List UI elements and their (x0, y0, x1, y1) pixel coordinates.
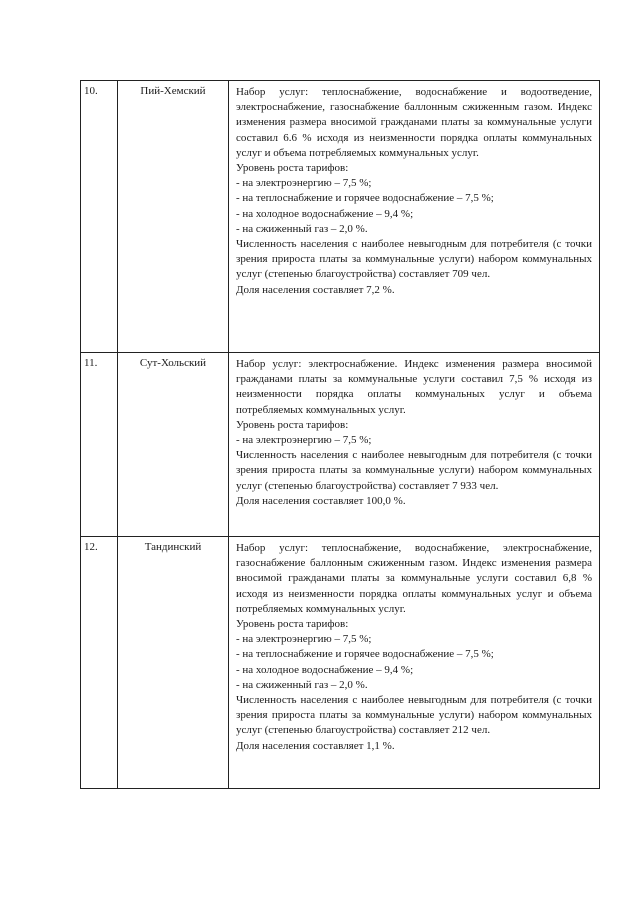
row-number: 12. (81, 537, 118, 789)
table-row (81, 353, 600, 537)
description-paragraph: Уровень роста тарифов: (236, 418, 349, 431)
table-row (81, 537, 600, 789)
description-paragraph: Доля населения составляет 7,2 %. (236, 283, 395, 296)
row-number: 11. (81, 353, 118, 537)
description-paragraph: - на электроэнергию – 7,5 %; (236, 177, 372, 190)
description-cell (229, 353, 600, 537)
description-paragraph: Набор услуг: теплоснабжение, водоснабжение и водоотведение, электроснабжение, газоснабжение баллонным сжиженным газом. Индекс изменения размера вносимой гражданами платы за коммунальные услуги составил 6.6 % исходя из неизменности порядка оплаты коммунальных услуг и объема потребляемых коммунальных услуг. (236, 86, 592, 159)
description-paragraph: Доля населения составляет 1,1 %. (236, 739, 395, 752)
tariff-table (80, 80, 600, 789)
description-paragraph: Доля населения составляет 100,0 %. (236, 494, 406, 507)
district-name: Тандинский (118, 537, 229, 789)
table-row (81, 81, 600, 353)
district-name: Сут-Хольский (118, 353, 229, 537)
description-paragraph: Уровень роста тарифов: (236, 618, 349, 631)
description-paragraph: Численность населения с наиболее невыгодным для потребителя (с точки зрения прироста платы за коммунальные услуги) набором коммунальных услуг (степенью благоустройства) составляет 212 чел. (236, 694, 592, 737)
description-paragraph: - на теплоснабжение и горячее водоснабжение – 7,5 %; (236, 192, 494, 205)
description-paragraph: - на электроэнергию – 7,5 %; (236, 434, 372, 447)
description-cell (229, 81, 600, 353)
description-paragraph: Набор услуг: теплоснабжение, водоснабжение, электроснабжение, газоснабжение баллонным сжиженным газом. Индекс изменения размера вносимой гражданами платы за коммунальные услуги составил 6,8 % исходя из неизменности порядка оплаты коммунальных услуг и объема потребляемых коммунальных услуг. (236, 542, 592, 615)
description-paragraph: - на электроэнергию – 7,5 %; (236, 633, 372, 646)
description-paragraph: Численность населения с наиболее невыгодным для потребителя (с точки зрения прироста платы за коммунальные услуги) набором коммунальных услуг (степенью благоустройства) составляет 7 933 чел. (236, 449, 592, 492)
tariff-table-body (81, 81, 600, 789)
description-paragraph: - на холодное водоснабжение – 9,4 %; (236, 207, 414, 220)
district-name: Пий-Хемский (118, 81, 229, 353)
description-paragraph: - на теплоснабжение и горячее водоснабжение – 7,5 %; (236, 648, 494, 661)
description-paragraph: - на сжиженный газ – 2,0 %. (236, 222, 368, 235)
description-cell (229, 537, 600, 789)
description-paragraph: - на холодное водоснабжение – 9,4 %; (236, 663, 414, 676)
description-paragraph: Набор услуг: электроснабжение. Индекс изменения размера вносимой гражданами платы за коммунальные услуги составил 7,5 % исходя из неизменности порядка оплаты коммунальных услуг и объема потребляемых коммунальных услуг. (236, 358, 592, 416)
description-paragraph: Уровень роста тарифов: (236, 162, 349, 175)
row-number: 10. (81, 81, 118, 353)
description-paragraph: Численность населения с наиболее невыгодным для потребителя (с точки зрения прироста платы за коммунальные услуги) набором коммунальных услуг (степенью благоустройства) составляет 709 чел. (236, 238, 592, 281)
description-paragraph: - на сжиженный газ – 2,0 %. (236, 678, 368, 691)
